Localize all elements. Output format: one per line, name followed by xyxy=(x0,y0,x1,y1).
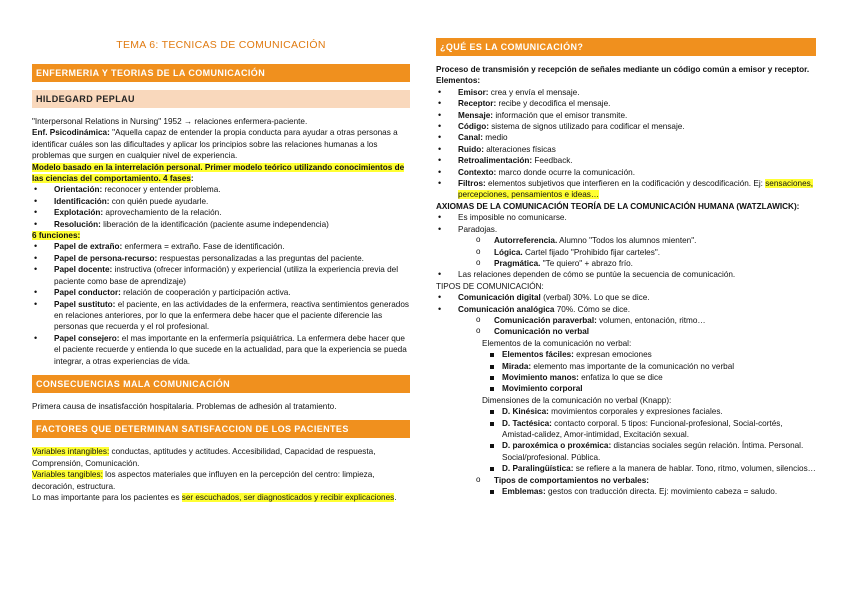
item-label: Mensaje: xyxy=(458,110,494,120)
item-label: Orientación: xyxy=(54,185,103,195)
highlight-filtros: sensaciones, percepciones, pensamientos e ideas… xyxy=(458,179,813,200)
item-text: información que el emisor transmite. xyxy=(493,110,628,120)
label-psicodinamica: Enf. Psicodinámica: xyxy=(32,128,110,138)
list-item xyxy=(436,406,816,417)
item-text: respuestas personalizadas a las preguntas del paciente. xyxy=(157,253,364,263)
list-item xyxy=(436,132,816,143)
list-item xyxy=(32,299,410,333)
item-text: 70%. Cómo se dice. xyxy=(554,304,630,314)
list-item xyxy=(32,207,410,218)
list-item: • Las relaciones dependen de cómo se puntúe la secuencia de comunicación. xyxy=(436,269,816,280)
item-label: Elementos fáciles: xyxy=(502,350,574,360)
list-item xyxy=(436,349,816,360)
list-item xyxy=(436,418,816,441)
list-item xyxy=(32,241,410,252)
item-text: distancias sociales según relación. Íntima. Personal. Social/profesional. Pública. xyxy=(502,441,804,462)
item-text: liberación de la identificación (paciente asume independencia) xyxy=(100,219,329,229)
item-label: Movimiento manos: xyxy=(502,372,579,382)
item-text: se refiere a la manera de hablar. Tono, ritmo, volumen, silencios… xyxy=(573,464,816,474)
list-item xyxy=(436,292,816,303)
highlight-funciones: 6 funciones: xyxy=(32,231,81,241)
highlight-modelo: Modelo basado en la interrelación personal. Primer modelo teórico utilizando conocimientos de las ciencias del comportamiento. 4 fases xyxy=(32,162,405,184)
item-label: Comunicación no verbal xyxy=(494,327,590,337)
list-item xyxy=(436,155,816,166)
list-item xyxy=(436,372,816,383)
item-text: reconocer y entender problema. xyxy=(102,185,221,195)
list-item-filtros xyxy=(436,178,816,201)
item-label: Explotación: xyxy=(54,208,104,218)
list-item xyxy=(436,315,816,326)
list-item xyxy=(436,486,816,497)
page-title: TEMA 6: TECNICAS DE COMUNICACIÓN xyxy=(116,39,326,51)
item-label: D. Tactésica: xyxy=(502,418,552,428)
item-label: Comunicación paraverbal: xyxy=(494,315,597,325)
axiomas-title: AXIOMAS DE LA COMUNICACIÓN TEORÍA DE LA COMUNICACIÓN HUMANA (WATZLAWICK): xyxy=(436,201,800,211)
item-text: elementos subjetivos que interfieren en la codificación y descodificación. Ej: xyxy=(485,179,766,189)
list-item xyxy=(436,144,816,155)
item-label: Movimiento corporal xyxy=(502,384,583,394)
paragraph-peplau-ref: "Interpersonal Relations in Nursing" 1952 → relaciones enfermera-paciente. xyxy=(32,117,308,126)
item-label: Filtros: xyxy=(458,179,486,189)
text-intangibles: conductas, aptitudes y actitudes. Accesibilidad, Capacidad de respuesta, Comprensión, Comunicación. xyxy=(32,447,376,468)
item-text: elemento mas importante de la comunicación no verbal xyxy=(531,361,735,371)
item-text: recibe y decodifica el mensaje. xyxy=(496,99,611,109)
item-text: el paciente, en las actividades de la enfermera, reactiva sentimientos generados en relaciones anteriores, por lo que la enfermera debe hacer que el paciente diferencie las personas que recuerda y el rol profesional. xyxy=(54,299,409,332)
list-item: • Es imposible no comunicarse. xyxy=(436,212,816,223)
item-text: contacto corporal. 5 tipos: Funcional-profesional, Social-cortés, Amistad-calidez, Amor-intimidad, Excitación sexual. xyxy=(502,418,783,439)
list-item xyxy=(32,264,410,287)
item-label: Papel consejero: xyxy=(54,333,120,343)
item-text: Cartel fijado "Prohibido fijar carteles". xyxy=(522,247,661,257)
list-elementos xyxy=(436,87,816,201)
item-label: Ruido: xyxy=(458,144,484,154)
item-label: Pragmática. xyxy=(494,258,541,268)
item-label: Papel de extraño: xyxy=(54,242,123,252)
list-item xyxy=(436,383,816,394)
item-text: movimientos corporales y expresiones faciales. xyxy=(548,407,723,417)
paragraph-tangibles xyxy=(32,469,410,492)
list-elementos-nv xyxy=(436,349,816,395)
list-funciones xyxy=(32,241,410,366)
item-label: Comunicación analógica xyxy=(458,304,555,314)
item-text: volumen, entonación, ritmo… xyxy=(596,315,706,325)
text-end: . xyxy=(394,492,397,502)
item-text: alteraciones físicas xyxy=(483,144,556,154)
item-text: gestos con traducción directa. Ej: movimiento cabeza = saludo. xyxy=(545,487,778,497)
item-label: Comunicación digital xyxy=(458,293,541,303)
item-text: Feedback. xyxy=(532,156,573,166)
list-fases xyxy=(32,184,410,230)
text-importante: Lo mas importante para los pacientes es xyxy=(32,492,182,502)
item-label: Identificación: xyxy=(54,196,110,206)
item-label: Resolución: xyxy=(54,219,101,229)
item-text: relación de cooperación y participación activa. xyxy=(120,288,291,298)
item-label: Papel de persona-recurso: xyxy=(54,253,158,263)
list-item: • Paradojas. xyxy=(436,224,816,235)
text-psicodinamica: "Aquella capaz de entender la propia conducta para ayudar a otras personas a identificar cuáles son las dificultades y aplicar los principios sobre las relaciones humanas a los problemas que surgen en cualquier nivel de experiencia. xyxy=(32,128,398,161)
text-tangibles: los aspectos materiales que influyen en la percepción del centro: limpieza, decoración, estructura. xyxy=(32,470,375,491)
item-label: Tipos de comportamientos no verbales: xyxy=(494,475,649,485)
item-text: Alumno "Todos los alumnos mienten". xyxy=(557,236,697,246)
list-item xyxy=(436,167,816,178)
item-text: "Te quiero" + abrazo frío. xyxy=(540,258,633,268)
item-label: Contexto: xyxy=(458,167,497,177)
item-label: Autorreferencia. xyxy=(494,236,558,246)
list-tipos-comportamiento xyxy=(436,475,816,498)
item-label: Código: xyxy=(458,122,489,132)
item-label: Receptor: xyxy=(458,99,497,109)
highlight-intangibles: Variables intangibles: xyxy=(32,447,110,457)
item-label: Canal: xyxy=(458,133,484,143)
item-label: Emblemas: xyxy=(502,487,546,497)
list-item xyxy=(436,475,816,486)
list-item xyxy=(436,121,816,132)
item-label: D. Kinésica: xyxy=(502,407,549,417)
list-item xyxy=(32,333,410,367)
list-item xyxy=(32,287,410,298)
list-item xyxy=(436,235,816,246)
right-column xyxy=(436,0,816,497)
item-label: Retroalimentación: xyxy=(458,156,533,166)
list-item xyxy=(436,440,816,463)
funciones-label xyxy=(32,230,410,241)
list-item xyxy=(436,110,816,121)
list-item xyxy=(436,304,816,315)
list-item xyxy=(32,196,410,207)
subsection-heading-peplau: HILDEGARD PEPLAU xyxy=(32,90,410,108)
item-text: expresan emociones xyxy=(573,350,652,360)
list-item xyxy=(436,361,816,372)
section-heading-consecuencias: CONSECUENCIAS MALA COMUNICACIÓN xyxy=(32,375,410,393)
section-heading-factores: FACTORES QUE DETERMINAN SATISFACCION DE LOS PACIENTES xyxy=(32,420,410,438)
list-item xyxy=(436,247,816,258)
item-text: medio xyxy=(483,133,508,143)
list-item xyxy=(436,87,816,98)
item-text: enfatiza lo que se dice xyxy=(578,372,663,382)
item-text: sistema de signos utilizado para codificar el mensaje. xyxy=(488,122,685,132)
paragraph-importante xyxy=(32,492,410,503)
list-item xyxy=(32,253,410,264)
item-label: D. Paralingüística: xyxy=(502,464,574,474)
item-label: Papel docente: xyxy=(54,265,113,275)
item-label: Papel sustituto: xyxy=(54,299,116,309)
list-axiomas xyxy=(436,212,816,280)
item-text: con quién puede ayudarle. xyxy=(109,196,209,206)
paragraph-consecuencias: Primera causa de insatisfacción hospitalaria. Problemas de adhesión al tratamiento. xyxy=(32,401,337,411)
item-text: marco donde ocurre la comunicación. xyxy=(496,167,636,177)
section-heading-enfermeria: ENFERMERIA Y TEORIAS DE LA COMUNICACIÓN xyxy=(32,64,410,82)
highlight-importante: ser escuchados, ser diagnosticados y recibir explicaciones xyxy=(181,492,395,502)
list-item xyxy=(436,258,816,269)
item-text: crea y envía el mensaje. xyxy=(488,87,580,97)
item-text: el mas importante en la enfermería psiquiátrica. La enfermera debe hacer que el paciente recuerde y entienda lo que sucede en la actualidad, para que la experiencia se pueda integrar, a otras experiencias de vida. xyxy=(54,333,407,366)
item-label: Papel conductor: xyxy=(54,288,121,298)
item-text: aprovechamiento de la relación. xyxy=(103,208,222,218)
paragraph-intangibles xyxy=(32,446,410,469)
section-heading-que-es: ¿QUÉ ES LA COMUNICACIÓN? xyxy=(436,38,816,56)
colon: : xyxy=(190,174,194,184)
item-label: Emisor: xyxy=(458,87,489,97)
highlight-tangibles: Variables tangibles: xyxy=(32,470,103,480)
dimensiones-title: Dimensiones de la comunicación no verbal (Knapp): xyxy=(482,395,672,405)
list-item xyxy=(436,463,816,474)
item-label: Mirada: xyxy=(502,361,532,371)
item-text: instructiva (ofrecer información) y experiencial (utiliza la experiencia previa del paciente como base de aprendizaje) xyxy=(54,265,399,286)
list-dimensiones xyxy=(436,406,816,474)
item-text: (verbal) 30%. Lo que se dice. xyxy=(540,293,650,303)
paragraph-psicodinamica xyxy=(32,127,410,161)
list-item xyxy=(32,219,410,230)
paragraph-intro: Proceso de transmisión y recepción de señales mediante un código común a emisor y receptor. Elementos: xyxy=(436,65,810,86)
tipos-title: TIPOS DE COMUNICACIÓN: xyxy=(436,281,544,291)
elementos-nv-title: Elementos de la comunicación no verbal: xyxy=(482,338,632,348)
item-text: enfermera = extraño. Fase de identificación. xyxy=(122,242,285,252)
list-tipos xyxy=(436,292,816,338)
list-item xyxy=(32,184,410,195)
item-label: Lógica. xyxy=(494,247,523,257)
left-column xyxy=(32,0,410,503)
item-label: D. paroxémica o proxémica: xyxy=(502,441,612,451)
list-item xyxy=(436,326,816,337)
list-item xyxy=(436,98,816,109)
paragraph-modelo xyxy=(32,162,410,185)
